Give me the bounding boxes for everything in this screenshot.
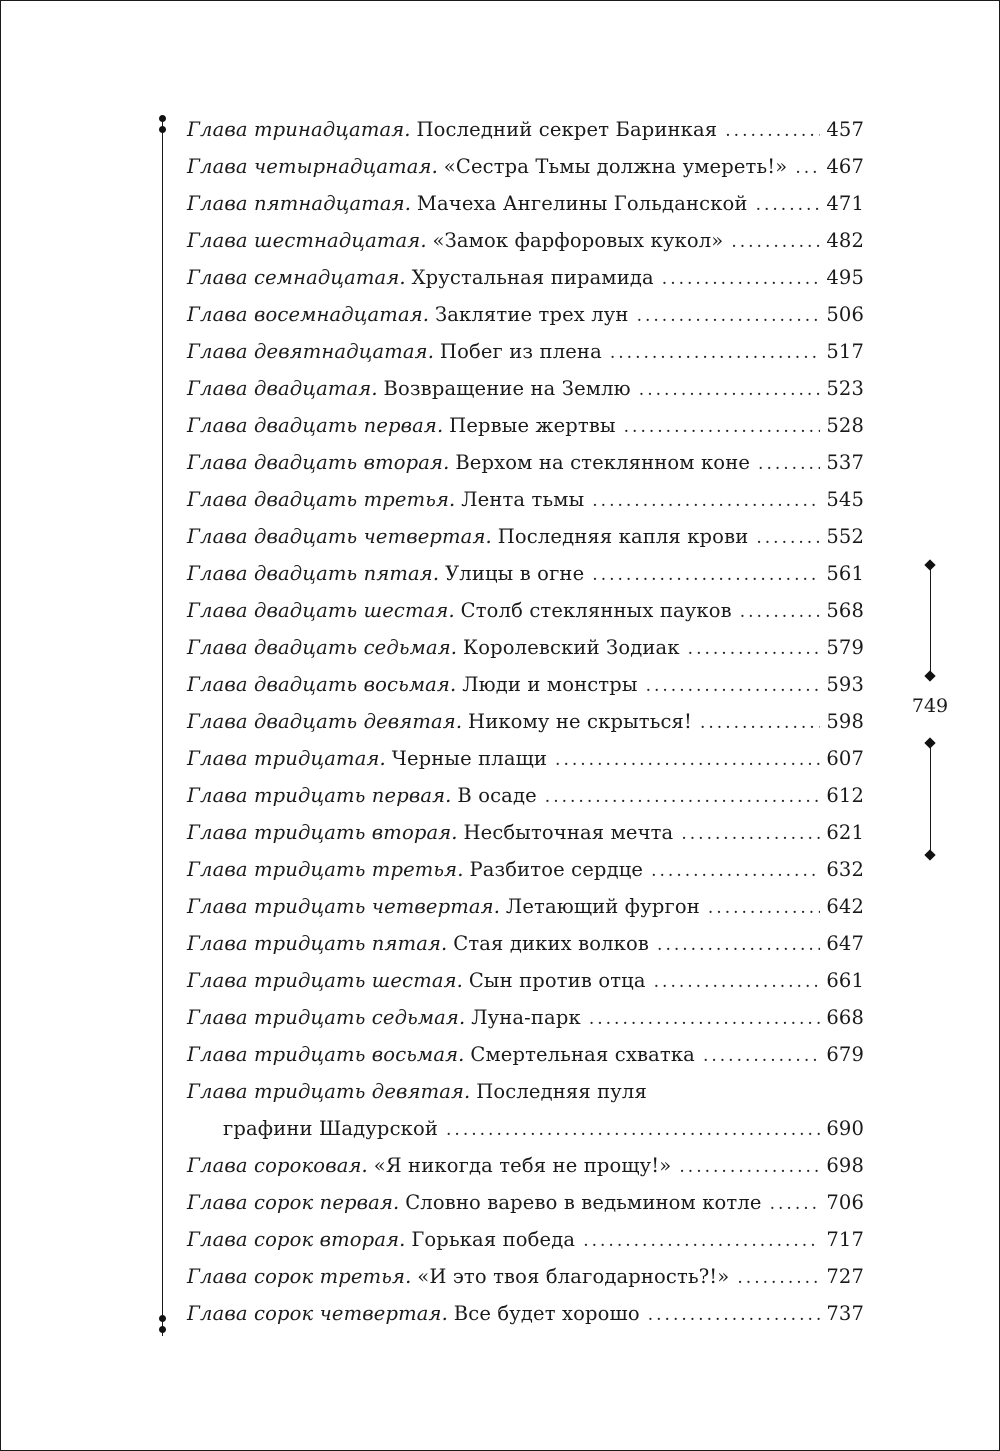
chapter-number: Глава тридцать пятая. bbox=[187, 932, 448, 955]
toc-page-number: 457 bbox=[826, 118, 864, 141]
chapter-number: Глава двадцать вторая. bbox=[187, 451, 450, 474]
chapter-title: Возвращение на Землю bbox=[383, 377, 631, 400]
toc-page-number: 607 bbox=[826, 747, 864, 770]
chapter-title: Летающий фургон bbox=[505, 895, 700, 918]
chapter-number: Глава двадцать девятая. bbox=[187, 710, 463, 733]
chapter-number: Глава двадцать седьмая. bbox=[187, 636, 458, 659]
dot-leader bbox=[592, 483, 820, 520]
left-margin-rule bbox=[162, 116, 163, 1336]
chapter-number: Глава тридцать четвертая. bbox=[187, 895, 501, 918]
dot-leader bbox=[583, 1223, 820, 1260]
toc-page-number: 471 bbox=[826, 192, 864, 215]
bottom-dot-ornament bbox=[159, 1315, 166, 1322]
chapter-title: Люди и монстры bbox=[462, 673, 638, 696]
toc-entry bbox=[187, 185, 864, 222]
toc-entry bbox=[187, 1221, 864, 1258]
chapter-title: Все будет хорошо bbox=[453, 1302, 640, 1325]
toc-entry bbox=[187, 592, 864, 629]
diamond-ornament bbox=[924, 670, 935, 681]
chapter-number: Глава шестнадцатая. bbox=[187, 229, 427, 252]
toc-page-number: 642 bbox=[826, 895, 864, 918]
chapter-title: Стая диких волков bbox=[453, 932, 650, 955]
toc-entry bbox=[187, 444, 864, 481]
toc-entry bbox=[187, 962, 864, 999]
folio-rule-top bbox=[930, 567, 931, 675]
chapter-title: «Замок фарфоровых кукол» bbox=[432, 229, 724, 252]
chapter-title: Последний секрет Баринкая bbox=[416, 118, 718, 141]
dot-leader bbox=[700, 705, 820, 742]
dot-leader bbox=[592, 557, 820, 594]
chapter-number: Глава тридцатая. bbox=[187, 747, 386, 770]
chapter-number: Глава сорок вторая. bbox=[187, 1228, 406, 1251]
chapter-number: Глава тридцать первая. bbox=[187, 784, 452, 807]
toc-entry bbox=[187, 1147, 864, 1184]
dot-leader bbox=[688, 631, 820, 668]
chapter-number: Глава тридцать восьмая. bbox=[187, 1043, 465, 1066]
chapter-title: Последняя пуля bbox=[476, 1080, 647, 1103]
dot-leader bbox=[740, 594, 820, 631]
toc-entry bbox=[187, 629, 864, 666]
dot-leader bbox=[651, 853, 820, 890]
chapter-title: Хрустальная пирамида bbox=[411, 266, 654, 289]
toc-page-number: 737 bbox=[826, 1302, 864, 1325]
chapter-title: Смертельная схватка bbox=[470, 1043, 695, 1066]
chapter-title: Горькая победа bbox=[411, 1228, 576, 1251]
dot-leader bbox=[648, 1297, 820, 1334]
chapter-number: Глава тринадцатая. bbox=[187, 118, 411, 141]
chapter-title: Никому не скрыться! bbox=[468, 710, 692, 733]
chapter-title: В осаде bbox=[457, 784, 537, 807]
toc-entry bbox=[187, 370, 864, 407]
diamond-ornament bbox=[924, 849, 935, 860]
toc-entry bbox=[187, 111, 864, 148]
dot-leader bbox=[756, 520, 820, 557]
toc-entry bbox=[187, 518, 864, 555]
chapter-number: Глава сорок третья. bbox=[187, 1265, 412, 1288]
chapter-title: «Я никогда тебя не прощу!» bbox=[373, 1154, 672, 1177]
top-dot-ornament bbox=[159, 115, 166, 122]
dot-leader bbox=[646, 668, 820, 705]
dot-leader bbox=[589, 1001, 820, 1038]
toc-page-number: 552 bbox=[826, 525, 864, 548]
toc-entry bbox=[187, 703, 864, 740]
toc-entry bbox=[187, 148, 864, 185]
dot-leader bbox=[703, 1038, 820, 1075]
chapter-number: Глава сороковая. bbox=[187, 1154, 368, 1177]
chapter-number: Глава тридцать девятая. bbox=[187, 1080, 471, 1103]
toc-page-number: 467 bbox=[826, 155, 864, 178]
dot-leader bbox=[446, 1112, 820, 1149]
chapter-number: Глава сорок четвертая. bbox=[187, 1302, 448, 1325]
toc-entry bbox=[187, 999, 864, 1036]
toc-page-number: 568 bbox=[826, 599, 864, 622]
dot-leader bbox=[758, 446, 820, 483]
toc-entry bbox=[187, 555, 864, 592]
toc-entry bbox=[187, 296, 864, 333]
chapter-number: Глава тридцать шестая. bbox=[187, 969, 464, 992]
toc-page-number: 679 bbox=[826, 1043, 864, 1066]
dot-leader bbox=[610, 335, 820, 372]
dot-leader bbox=[708, 890, 820, 927]
toc-page-number: 598 bbox=[826, 710, 864, 733]
toc-entry bbox=[187, 1258, 864, 1295]
chapter-number: Глава двадцать первая. bbox=[187, 414, 444, 437]
toc-page-number: 579 bbox=[826, 636, 864, 659]
top-dot-ornament bbox=[159, 126, 166, 133]
chapter-title: Черные плащи bbox=[391, 747, 548, 770]
toc-page-number: 528 bbox=[826, 414, 864, 437]
chapter-title: Улицы в огне bbox=[445, 562, 585, 585]
dot-leader bbox=[657, 927, 820, 964]
chapter-number: Глава тридцать вторая. bbox=[187, 821, 458, 844]
toc-entry bbox=[187, 333, 864, 370]
toc-page-number: 706 bbox=[826, 1191, 864, 1214]
chapter-title: Королевский Зодиак bbox=[463, 636, 680, 659]
dot-leader bbox=[756, 187, 820, 224]
chapter-title: Столб стеклянных пауков bbox=[460, 599, 732, 622]
dot-leader bbox=[725, 113, 820, 150]
chapter-title: Последняя капля крови bbox=[497, 525, 749, 548]
toc-entry bbox=[187, 1110, 864, 1147]
chapter-number: Глава тридцать третья. bbox=[187, 858, 464, 881]
toc-entry bbox=[187, 481, 864, 518]
toc-page-number: 495 bbox=[826, 266, 864, 289]
toc-page-number: 482 bbox=[826, 229, 864, 252]
dot-leader bbox=[545, 779, 820, 816]
toc-entry bbox=[187, 814, 864, 851]
chapter-title: Луна-парк bbox=[471, 1006, 581, 1029]
dot-leader bbox=[662, 261, 820, 298]
toc-page-number: 612 bbox=[826, 784, 864, 807]
toc-page-number: 523 bbox=[826, 377, 864, 400]
toc-page-number: 698 bbox=[826, 1154, 864, 1177]
toc-entry bbox=[187, 1036, 864, 1073]
toc-entry bbox=[187, 925, 864, 962]
toc-page-number: 506 bbox=[826, 303, 864, 326]
chapter-title: Словно варево в ведьмином котле bbox=[405, 1191, 762, 1214]
toc-entry bbox=[187, 851, 864, 888]
chapter-number: Глава четырнадцатая. bbox=[187, 155, 438, 178]
chapter-number: Глава тридцать седьмая. bbox=[187, 1006, 466, 1029]
dot-leader bbox=[679, 1149, 820, 1186]
chapter-number: Глава двадцать пятая. bbox=[187, 562, 440, 585]
dot-leader bbox=[637, 298, 820, 335]
page-number: 749 bbox=[911, 695, 949, 717]
chapter-title: Побег из плена bbox=[439, 340, 602, 363]
toc-entry bbox=[187, 407, 864, 444]
toc-page-number: 517 bbox=[826, 340, 864, 363]
chapter-number: Глава двадцать шестая. bbox=[187, 599, 455, 622]
toc-page-number: 632 bbox=[826, 858, 864, 881]
toc-page-number: 537 bbox=[826, 451, 864, 474]
toc-entry bbox=[187, 888, 864, 925]
toc-page-number: 647 bbox=[826, 932, 864, 955]
toc-entry bbox=[187, 1184, 864, 1221]
toc-page-number: 668 bbox=[826, 1006, 864, 1029]
toc-page-number: 545 bbox=[826, 488, 864, 511]
chapter-title: «Сестра Тьмы должна умереть!» bbox=[443, 155, 788, 178]
chapter-title: Лента тьмы bbox=[461, 488, 585, 511]
bottom-dot-ornament bbox=[159, 1326, 166, 1333]
dot-leader bbox=[624, 409, 820, 446]
chapter-title: «И это твоя благодарность?!» bbox=[417, 1265, 730, 1288]
toc-page-number: 690 bbox=[826, 1117, 864, 1140]
toc-page-number: 593 bbox=[826, 673, 864, 696]
chapter-number: Глава девятнадцатая. bbox=[187, 340, 435, 363]
toc-page-number: 661 bbox=[826, 969, 864, 992]
chapter-title: Сын против отца bbox=[468, 969, 646, 992]
chapter-number: Глава пятнадцатая. bbox=[187, 192, 412, 215]
chapter-title: Несбыточная мечта bbox=[463, 821, 674, 844]
chapter-title: графини Шадурской bbox=[223, 1117, 439, 1140]
dot-leader bbox=[681, 816, 820, 853]
chapter-number: Глава двадцать четвертая. bbox=[187, 525, 492, 548]
toc-entry bbox=[187, 259, 864, 296]
chapter-number: Глава двадцать восьмая. bbox=[187, 673, 457, 696]
chapter-number: Глава двадцатая. bbox=[187, 377, 378, 400]
chapter-number: Глава восемнадцатая. bbox=[187, 303, 430, 326]
toc-entry bbox=[187, 1295, 864, 1332]
chapter-title: Разбитое сердце bbox=[469, 858, 644, 881]
toc-page-number: 561 bbox=[826, 562, 864, 585]
dot-leader bbox=[795, 150, 820, 187]
toc-page-number: 727 bbox=[826, 1265, 864, 1288]
table-of-contents bbox=[187, 111, 864, 1332]
dot-leader bbox=[770, 1186, 820, 1223]
chapter-number: Глава сорок первая. bbox=[187, 1191, 400, 1214]
chapter-title: Верхом на стеклянном коне bbox=[455, 451, 751, 474]
chapter-title: Заклятие трех лун bbox=[434, 303, 629, 326]
toc-page-number: 621 bbox=[826, 821, 864, 844]
toc-entry bbox=[187, 740, 864, 777]
dot-leader bbox=[639, 372, 820, 409]
chapter-number: Глава семнадцатая. bbox=[187, 266, 406, 289]
folio-rule-bottom bbox=[930, 745, 931, 853]
toc-entry bbox=[187, 1073, 864, 1110]
dot-leader bbox=[555, 742, 820, 779]
dot-leader bbox=[654, 964, 820, 1001]
dot-leader bbox=[731, 224, 820, 261]
chapter-title: Мачеха Ангелины Гольданской bbox=[416, 192, 748, 215]
chapter-title: Первые жертвы bbox=[449, 414, 616, 437]
toc-entry bbox=[187, 666, 864, 703]
toc-entry bbox=[187, 222, 864, 259]
toc-entry bbox=[187, 777, 864, 814]
chapter-number: Глава двадцать третья. bbox=[187, 488, 456, 511]
dot-leader bbox=[737, 1260, 820, 1297]
toc-page-number: 717 bbox=[826, 1228, 864, 1251]
